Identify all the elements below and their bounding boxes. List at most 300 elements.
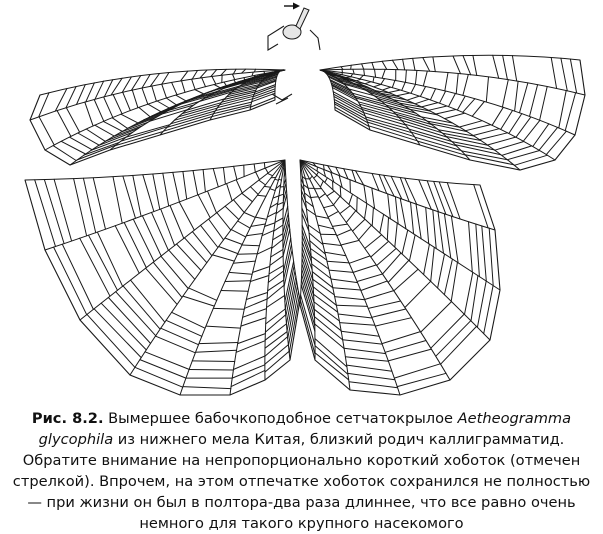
cross-vein bbox=[451, 262, 457, 301]
cross-vein bbox=[375, 69, 376, 77]
cross-vein bbox=[465, 272, 473, 314]
cross-vein bbox=[213, 255, 235, 261]
cross-vein bbox=[469, 222, 473, 272]
cross-vein bbox=[460, 121, 483, 127]
cross-vein bbox=[153, 174, 160, 209]
cross-vein bbox=[264, 186, 270, 187]
cross-vein bbox=[380, 215, 384, 234]
cross-vein bbox=[444, 259, 452, 295]
cross-vein bbox=[341, 240, 359, 245]
cross-vein bbox=[495, 142, 524, 151]
cross-vein bbox=[372, 208, 373, 226]
cross-vein bbox=[238, 254, 258, 255]
cross-vein bbox=[353, 265, 376, 273]
cross-vein bbox=[433, 57, 435, 72]
cross-vein bbox=[327, 261, 349, 263]
cross-vein bbox=[343, 340, 382, 344]
cross-vein bbox=[334, 196, 341, 205]
cross-vein bbox=[142, 88, 148, 104]
cross-vein bbox=[340, 323, 375, 326]
cross-vein bbox=[551, 58, 556, 89]
cross-vein bbox=[357, 197, 358, 211]
figure-caption bbox=[8, 408, 595, 534]
forewing-left bbox=[30, 69, 285, 165]
cross-vein bbox=[148, 104, 161, 112]
cross-vein bbox=[265, 324, 286, 340]
cross-vein bbox=[199, 343, 238, 344]
cross-vein bbox=[515, 81, 519, 111]
cross-vein bbox=[202, 78, 206, 87]
cross-vein bbox=[337, 230, 352, 236]
cross-vein bbox=[172, 82, 177, 94]
cross-vein bbox=[189, 370, 233, 371]
cross-vein bbox=[453, 56, 461, 74]
cross-vein bbox=[540, 87, 548, 121]
cross-vein bbox=[179, 202, 194, 230]
cross-vein bbox=[250, 187, 258, 195]
cross-vein bbox=[319, 194, 325, 199]
cross-vein bbox=[225, 238, 242, 244]
cross-vein bbox=[315, 346, 348, 375]
cross-vein bbox=[264, 163, 265, 169]
cross-vein bbox=[189, 288, 217, 300]
cross-vein bbox=[325, 178, 328, 183]
cross-vein bbox=[208, 191, 217, 213]
antenna-right-icon bbox=[310, 30, 320, 50]
cross-vein bbox=[415, 99, 429, 104]
cross-vein bbox=[259, 180, 266, 185]
cross-vein bbox=[533, 124, 549, 147]
cross-vein bbox=[142, 216, 161, 256]
cross-vein bbox=[388, 194, 391, 219]
cross-vein bbox=[349, 382, 398, 388]
cross-vein bbox=[371, 241, 389, 257]
cross-vein bbox=[373, 77, 374, 82]
cross-vein bbox=[104, 97, 113, 118]
cross-vein bbox=[397, 93, 410, 96]
cross-vein bbox=[143, 175, 154, 212]
cross-vein bbox=[241, 318, 266, 327]
cross-vein bbox=[236, 180, 242, 193]
cross-vein bbox=[405, 281, 431, 307]
cross-vein bbox=[463, 75, 468, 96]
cross-vein bbox=[325, 252, 346, 256]
cross-vein bbox=[66, 87, 76, 108]
cross-vein bbox=[409, 235, 415, 261]
cross-vein bbox=[546, 131, 566, 154]
cross-vein bbox=[424, 244, 430, 274]
cross-vein bbox=[195, 90, 204, 95]
cross-vein bbox=[361, 281, 387, 291]
cross-vein bbox=[209, 219, 224, 240]
antenna-left-icon bbox=[268, 26, 284, 50]
cross-vein bbox=[420, 87, 425, 97]
cross-vein bbox=[333, 288, 361, 290]
cross-vein bbox=[163, 173, 169, 206]
cross-vein bbox=[488, 137, 516, 145]
cross-vein bbox=[368, 301, 400, 308]
cross-vein bbox=[344, 348, 386, 353]
cross-vein bbox=[192, 79, 196, 89]
cross-vein bbox=[225, 281, 251, 282]
cross-vein bbox=[246, 234, 262, 236]
cross-vein bbox=[113, 126, 142, 137]
cross-vein bbox=[430, 89, 435, 100]
cross-vein bbox=[340, 206, 350, 214]
cross-vein bbox=[116, 292, 156, 336]
cross-vein bbox=[445, 113, 465, 119]
cross-vein bbox=[440, 91, 446, 103]
cross-vein bbox=[318, 225, 333, 229]
cross-vein bbox=[492, 107, 503, 125]
cross-vein bbox=[177, 244, 202, 271]
cross-vein bbox=[192, 361, 235, 362]
cross-vein bbox=[233, 356, 265, 370]
cross-vein bbox=[219, 247, 238, 254]
cross-vein bbox=[258, 195, 266, 196]
cross-vein bbox=[377, 248, 397, 265]
cross-vein bbox=[74, 179, 87, 236]
cross-vein bbox=[444, 214, 450, 258]
cross-vein bbox=[520, 83, 528, 113]
cross-vein bbox=[232, 365, 265, 378]
cross-vein bbox=[243, 309, 267, 318]
cross-vein bbox=[561, 58, 567, 91]
cross-vein bbox=[279, 179, 282, 180]
cross-vein bbox=[220, 96, 254, 105]
cross-vein bbox=[268, 173, 273, 175]
cross-vein bbox=[334, 99, 365, 116]
cross-vein bbox=[503, 55, 508, 79]
cross-vein bbox=[463, 56, 471, 75]
cross-vein bbox=[570, 59, 576, 93]
cross-vein bbox=[275, 218, 283, 222]
cross-vein bbox=[273, 234, 283, 240]
cross-vein bbox=[381, 79, 385, 85]
cross-vein bbox=[173, 172, 180, 202]
cross-vein bbox=[185, 238, 207, 263]
hindwing-left bbox=[25, 160, 300, 395]
cross-vein bbox=[62, 244, 93, 309]
cross-vein bbox=[416, 204, 421, 239]
cross-vein bbox=[270, 256, 283, 266]
cross-vein bbox=[172, 312, 205, 328]
cross-vein bbox=[182, 81, 186, 93]
cross-vein bbox=[231, 230, 245, 237]
cross-vein bbox=[323, 243, 342, 245]
cross-vein bbox=[244, 299, 267, 308]
cross-vein bbox=[265, 168, 268, 173]
cross-vein bbox=[413, 58, 415, 70]
cross-vein bbox=[35, 180, 56, 247]
cross-vein bbox=[349, 256, 370, 263]
cross-vein bbox=[315, 353, 349, 380]
cross-vein bbox=[231, 370, 265, 386]
cross-vein bbox=[217, 213, 231, 231]
cross-vein bbox=[336, 305, 367, 306]
cross-vein bbox=[447, 183, 460, 219]
cross-vein bbox=[486, 77, 488, 102]
cross-vein bbox=[274, 225, 283, 231]
cross-vein bbox=[271, 249, 283, 257]
cross-vein bbox=[213, 308, 244, 309]
cross-vein bbox=[348, 373, 395, 379]
cross-vein bbox=[39, 93, 49, 117]
cross-vein bbox=[113, 95, 122, 114]
cross-vein bbox=[451, 216, 458, 263]
cross-vein bbox=[335, 104, 368, 123]
cross-vein bbox=[385, 341, 426, 353]
cross-vein bbox=[161, 328, 199, 345]
cross-vein bbox=[388, 349, 431, 361]
cross-vein bbox=[411, 202, 414, 234]
cross-vein bbox=[406, 70, 407, 82]
cross-vein bbox=[315, 339, 347, 367]
cross-vein bbox=[233, 261, 255, 263]
cross-vein bbox=[346, 211, 356, 223]
cross-vein bbox=[203, 170, 205, 192]
cross-vein bbox=[324, 165, 325, 170]
cross-vein bbox=[166, 320, 202, 336]
cross-vein bbox=[340, 186, 341, 197]
cross-vein bbox=[431, 314, 464, 348]
cross-vein bbox=[222, 94, 254, 102]
cross-vein bbox=[353, 219, 366, 231]
cross-vein bbox=[512, 56, 516, 81]
longitudinal-vein bbox=[320, 55, 580, 70]
cross-vein bbox=[123, 176, 136, 218]
cross-vein bbox=[365, 235, 382, 249]
hindwing-right bbox=[300, 160, 500, 395]
cross-vein bbox=[234, 200, 245, 213]
cross-vein bbox=[123, 286, 160, 329]
caption-text-after-species: из нижнего мела Китая, близкий родич каллиграмматид. Обратите внимание на непропорционально короткий хоботок (отмечен стрелкой). Впрочем, на этом отпечатке хоботок сохранился не полностью — при жизни он был в полтора-два раза длиннее, что все равно очень немного для такого крупного насекомого bbox=[12, 431, 591, 532]
cross-vein bbox=[395, 197, 398, 224]
cross-vein bbox=[44, 180, 64, 244]
cross-vein bbox=[434, 182, 446, 215]
cross-vein bbox=[85, 102, 93, 126]
cross-vein bbox=[266, 309, 286, 324]
cross-vein bbox=[54, 179, 72, 241]
cross-vein bbox=[389, 90, 401, 93]
cross-vein bbox=[559, 91, 566, 128]
cross-vein bbox=[457, 96, 465, 110]
cross-vein bbox=[155, 336, 195, 353]
cross-vein bbox=[382, 69, 385, 78]
cross-vein bbox=[221, 291, 248, 292]
cross-vein bbox=[77, 85, 86, 105]
cross-vein bbox=[365, 291, 394, 300]
cross-vein bbox=[270, 189, 275, 191]
cross-vein bbox=[166, 98, 176, 105]
cross-vein bbox=[122, 77, 131, 92]
cross-vein bbox=[316, 216, 329, 219]
cross-vein bbox=[206, 326, 241, 328]
proboscis-icon bbox=[296, 8, 309, 29]
cross-vein bbox=[429, 106, 448, 110]
cross-vein bbox=[183, 387, 231, 389]
cross-vein bbox=[362, 64, 364, 69]
cross-vein bbox=[115, 226, 139, 274]
cross-vein bbox=[349, 194, 353, 204]
cross-vein bbox=[477, 281, 486, 327]
cross-vein bbox=[314, 175, 317, 178]
cross-vein bbox=[153, 262, 182, 297]
cross-vein bbox=[183, 172, 187, 200]
cross-vein bbox=[198, 195, 210, 218]
cross-vein bbox=[256, 172, 260, 180]
cross-vein bbox=[403, 59, 405, 70]
cross-vein bbox=[124, 223, 146, 268]
cross-vein bbox=[265, 223, 275, 227]
cross-vein bbox=[338, 314, 372, 318]
cross-vein bbox=[238, 221, 250, 228]
cross-vein bbox=[213, 169, 218, 187]
longitudinal-vein bbox=[300, 160, 450, 380]
cross-vein bbox=[357, 274, 382, 282]
cross-vein bbox=[225, 206, 239, 219]
cross-vein bbox=[317, 172, 319, 175]
cross-vein bbox=[253, 267, 270, 273]
cross-vein bbox=[242, 245, 259, 246]
cross-vein bbox=[310, 176, 313, 179]
cross-vein bbox=[345, 357, 388, 362]
cross-vein bbox=[463, 99, 475, 113]
cross-vein bbox=[501, 110, 513, 129]
cross-vein bbox=[473, 129, 499, 136]
cross-vein bbox=[254, 164, 255, 172]
cross-vein bbox=[466, 125, 491, 131]
cross-vein bbox=[320, 181, 323, 187]
cross-vein bbox=[86, 83, 95, 102]
cross-vein bbox=[456, 74, 458, 94]
cross-vein bbox=[54, 247, 87, 315]
cross-vein bbox=[87, 314, 135, 367]
cross-vein bbox=[438, 254, 445, 288]
cross-vein bbox=[66, 108, 79, 133]
cross-vein bbox=[431, 247, 435, 281]
cross-vein bbox=[372, 188, 375, 209]
cross-vein bbox=[422, 103, 438, 107]
cross-vein bbox=[257, 247, 272, 254]
cross-vein bbox=[565, 93, 575, 131]
cross-vein bbox=[132, 90, 138, 108]
cross-vein bbox=[101, 303, 146, 350]
cross-vein bbox=[275, 179, 279, 180]
cross-vein bbox=[94, 100, 104, 122]
cross-vein bbox=[539, 127, 558, 150]
cross-vein bbox=[324, 205, 334, 208]
cross-vein bbox=[250, 276, 269, 282]
cross-vein bbox=[196, 350, 237, 352]
cross-vein bbox=[474, 185, 488, 228]
cross-vein bbox=[108, 298, 150, 344]
cross-vein bbox=[135, 367, 183, 387]
cross-vein bbox=[382, 61, 387, 69]
cross-vein bbox=[39, 117, 54, 145]
forewing-right bbox=[320, 55, 585, 170]
cross-vein bbox=[142, 75, 150, 89]
cross-vein bbox=[476, 224, 480, 277]
cross-vein bbox=[439, 182, 453, 217]
cross-vein bbox=[193, 171, 198, 195]
cross-vein bbox=[411, 84, 416, 93]
cross-vein bbox=[419, 180, 432, 210]
cross-vein bbox=[445, 73, 448, 91]
cross-vein bbox=[421, 302, 452, 333]
cross-vein bbox=[402, 82, 406, 90]
cross-vein bbox=[482, 226, 487, 281]
cross-vein bbox=[140, 360, 186, 379]
cross-vein bbox=[123, 92, 131, 110]
cross-vein bbox=[229, 272, 252, 274]
cross-vein bbox=[375, 318, 411, 326]
cross-vein bbox=[369, 126, 418, 141]
cross-vein bbox=[233, 69, 236, 74]
cross-vein bbox=[265, 315, 285, 332]
cross-vein bbox=[407, 96, 419, 100]
cross-vein bbox=[192, 232, 212, 256]
cross-vein bbox=[509, 114, 522, 134]
cross-vein bbox=[255, 217, 266, 219]
cross-vein bbox=[327, 191, 334, 196]
cross-vein bbox=[364, 69, 365, 75]
cross-vein bbox=[415, 71, 417, 85]
cross-vein bbox=[372, 63, 374, 70]
cross-vein bbox=[133, 175, 141, 216]
cross-vein bbox=[57, 111, 71, 137]
cross-vein bbox=[133, 219, 154, 261]
cross-vein bbox=[356, 79, 361, 81]
cross-vein bbox=[246, 293, 267, 300]
cross-vein bbox=[356, 82, 364, 83]
cross-vein bbox=[252, 93, 275, 101]
caption-text-before-species: Вымершее бабочкоподобное сетчатокрылое bbox=[103, 410, 458, 427]
cross-vein bbox=[95, 81, 104, 99]
cross-vein bbox=[351, 65, 352, 69]
cross-vein bbox=[169, 250, 195, 279]
cross-vein bbox=[335, 297, 365, 300]
cross-vein bbox=[95, 125, 114, 136]
cross-vein bbox=[139, 107, 150, 116]
insect-body bbox=[268, 3, 320, 105]
cross-vein bbox=[152, 86, 157, 101]
cross-vein bbox=[242, 193, 253, 201]
cross-vein bbox=[232, 74, 234, 80]
cross-vein bbox=[212, 76, 216, 84]
cross-vein bbox=[162, 84, 167, 98]
longitudinal-vein bbox=[25, 160, 285, 180]
cross-vein bbox=[374, 84, 381, 86]
cross-vein bbox=[423, 71, 427, 86]
cross-vein bbox=[244, 213, 255, 218]
cross-vein bbox=[394, 364, 440, 378]
cross-vein bbox=[152, 212, 169, 250]
caption-species-name: Aetheogramma glycophila bbox=[38, 410, 572, 448]
cross-vein bbox=[426, 208, 429, 244]
cross-vein bbox=[83, 178, 95, 233]
cross-vein bbox=[436, 110, 456, 115]
cross-vein bbox=[471, 276, 478, 321]
cross-vein bbox=[365, 204, 367, 219]
cross-vein bbox=[395, 223, 397, 247]
cross-vein bbox=[392, 80, 395, 87]
cross-vein bbox=[530, 85, 538, 117]
cross-vein bbox=[161, 256, 188, 288]
cross-vein bbox=[161, 209, 175, 246]
cross-vein bbox=[311, 197, 319, 198]
cross-vein bbox=[251, 224, 265, 226]
